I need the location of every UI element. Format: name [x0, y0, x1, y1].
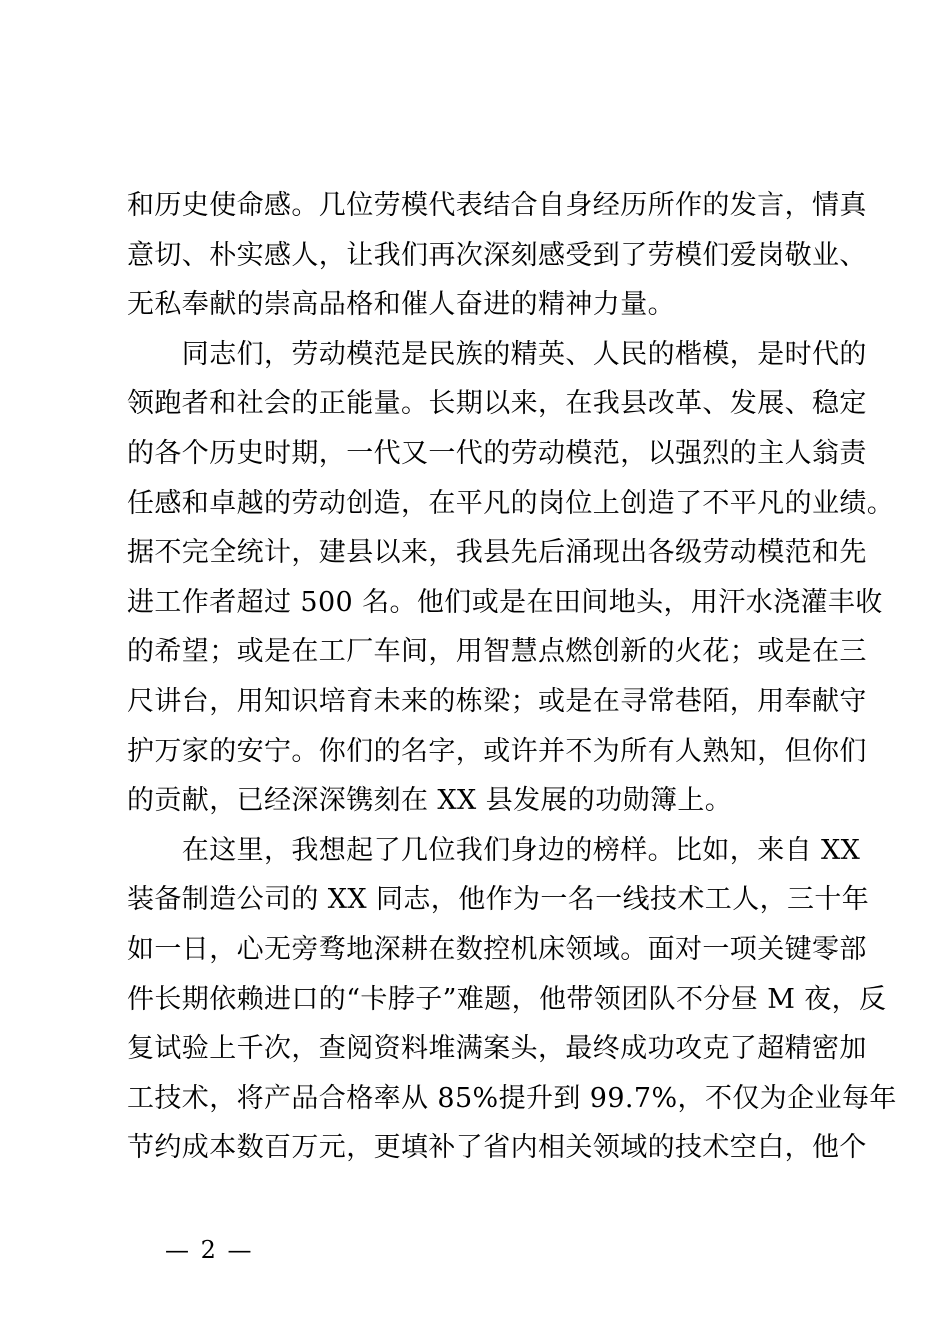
text-line: 的希望；或是在工厂车间，用智慧点燃创新的火花；或是在三 [127, 636, 867, 668]
text-line: 进工作者超过 500 名。他们或是在田间地头，用汗水浇灌丰收 [127, 586, 883, 618]
text-line: 无私奉献的崇高品格和催人奋进的精神力量。 [127, 289, 675, 321]
page-number: — 2 — [165, 1236, 254, 1264]
text-line: 工技术，将产品合格率从 85%提升到 99.7%，不仅为企业每年 [127, 1082, 897, 1114]
text-line: 任感和卓越的劳动创造，在平凡的岗位上创造了不平凡的业绩。 [127, 487, 895, 519]
body-text [127, 181, 897, 1173]
text-line: 同志们，劳动模范是民族的精英、人民的楷模，是时代的 [127, 338, 867, 370]
text-line: 在这里，我想起了几位我们身边的榜样。比如，来自 XX [127, 834, 861, 866]
text-line: 如一日，心无旁骛地深耕在数控机床领域。面对一项关键零部 [127, 933, 867, 965]
text-line: 据不完全统计，建县以来，我县先后涌现出各级劳动模范和先 [127, 537, 867, 569]
text-line: 的贡献，已经深深镌刻在 XX 县发展的功勋簿上。 [127, 785, 733, 817]
text-line: 和历史使命感。几位劳模代表结合自身经历所作的发言，情真 [127, 190, 867, 221]
text-line: 节约成本数百万元，更填补了省内相关领域的技术空白，他个 [127, 1132, 867, 1164]
text-line: 领跑者和社会的正能量。长期以来，在我县改革、发展、稳定 [127, 388, 867, 420]
text-line: 尺讲台，用知识培育未来的栋梁；或是在寻常巷陌，用奉献守 [127, 685, 867, 717]
text-line: 的各个历史时期，一代又一代的劳动模范，以强烈的主人翁责 [127, 437, 867, 469]
text-line: 件长期依赖进口的“卡脖子”难题，他带领团队不分昼 M 夜，反 [127, 983, 887, 1015]
text-line: 装备制造公司的 XX 同志，他作为一名一线技术工人，三十年 [127, 884, 870, 916]
text-line: 意切、朴实感人，让我们再次深刻感受到了劳模们爱岗敬业、 [127, 239, 867, 271]
text-line: 护万家的安宁。你们的名字，或许并不为所有人熟知，但你们 [127, 735, 867, 767]
text-line: 复试验上千次，查阅资料堆满案头，最终成功攻克了超精密加 [127, 1033, 867, 1065]
